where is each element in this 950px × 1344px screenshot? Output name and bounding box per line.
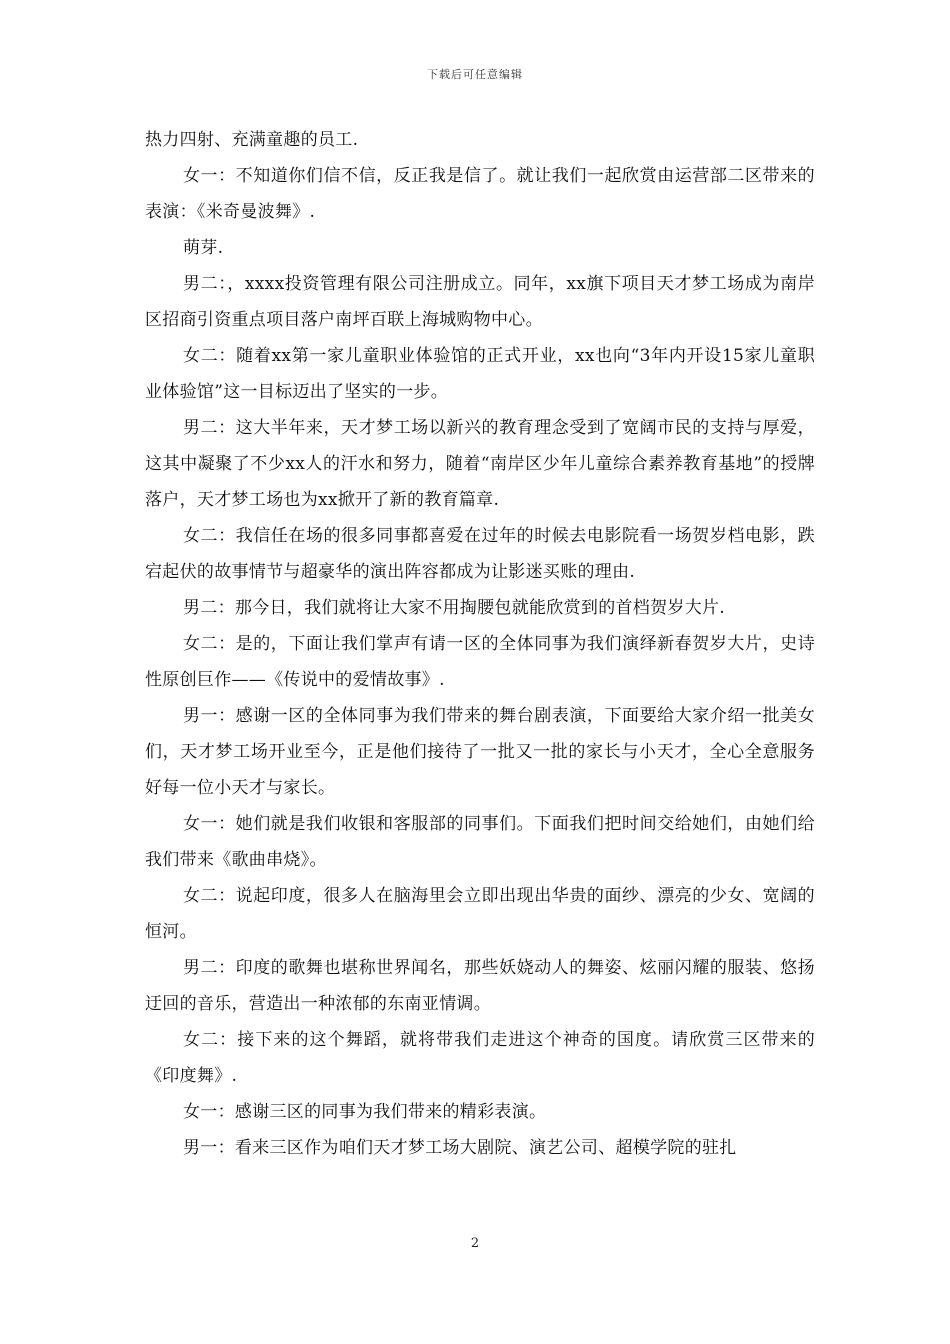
- paragraph: 女一：不知道你们信不信，反正我是信了。就让我们一起欣赏由运营部二区带来的表演：《米奇曼波舞》.: [145, 166, 815, 222]
- paragraph: 女二：是的，下面让我们掌声有请一区的全体同事为我们演绎新春贺岁大片，史诗性原创巨作——《传说中的爱情故事》.: [145, 634, 815, 690]
- paragraph: 女二：随着xx第一家儿童职业体验馆的正式开业，xx也向“3年内开设15家儿童职业体验馆”这一目标迈出了坚实的一步。: [145, 346, 815, 402]
- page-number: 2: [470, 1236, 480, 1251]
- paragraph: 女二：说起印度，很多人在脑海里会立即出现出华贵的面纱、漂亮的少女、宽阔的恒河。: [145, 886, 815, 942]
- paragraph: 男二：，xxxx投资管理有限公司注册成立。同年，xx旗下项目天才梦工场成为南岸区招商引资重点项目落户南坪百联上海城购物中心。: [145, 274, 815, 330]
- paragraph: 女一：感谢三区的同事为我们带来的精彩表演。: [183, 1102, 547, 1122]
- paragraph: 男二：印度的歌舞也堪称世界闻名，那些妖娆动人的舞姿、炫丽闪耀的服装、悠扬迂回的音乐，营造出一种浓郁的东南亚情调。: [145, 958, 815, 1014]
- document-body: [145, 122, 815, 1166]
- page-header: 下载后可任意编辑: [427, 68, 523, 81]
- paragraph: 女一：她们就是我们收银和客服部的同事们。下面我们把时间交给她们，由她们给我们带来《歌曲串烧》。: [145, 814, 815, 870]
- paragraph: 男二：那今日，我们就将让大家不用掏腰包就能欣赏到的首档贺岁大片.: [183, 598, 726, 618]
- paragraph: 热力四射、充满童趣的员工.: [145, 130, 359, 150]
- paragraph: 女二：我信任在场的很多同事都喜爱在过年的时候去电影院看一场贺岁档电影，跌宕起伏的故事情节与超豪华的演出阵容都成为让影迷买账的理由.: [145, 526, 815, 582]
- paragraph: 女二：接下来的这个舞蹈，就将带我们走进这个神奇的国度。请欣赏三区带来的《印度舞》.: [145, 1030, 815, 1086]
- paragraph: 男二：这大半年来，天才梦工场以新兴的教育理念受到了宽阔市民的支持与厚爱，这其中凝聚了不少xx人的汗水和努力，随着“南岸区少年儿童综合素养教育基地”的授牌落户，天才梦工场也为xx掀开了新的教育篇章.: [145, 418, 815, 510]
- paragraph: 男一：感谢一区的全体同事为我们带来的舞台剧表演，下面要给大家介绍一批美女们，天才梦工场开业至今，正是他们接待了一批又一批的家长与小天才，全心全意服务好每一位小天才与家长。: [145, 706, 815, 798]
- paragraph: 萌芽.: [183, 238, 224, 258]
- paragraph: 男一：看来三区作为咱们天才梦工场大剧院、演艺公司、超模学院的驻扎: [183, 1138, 737, 1158]
